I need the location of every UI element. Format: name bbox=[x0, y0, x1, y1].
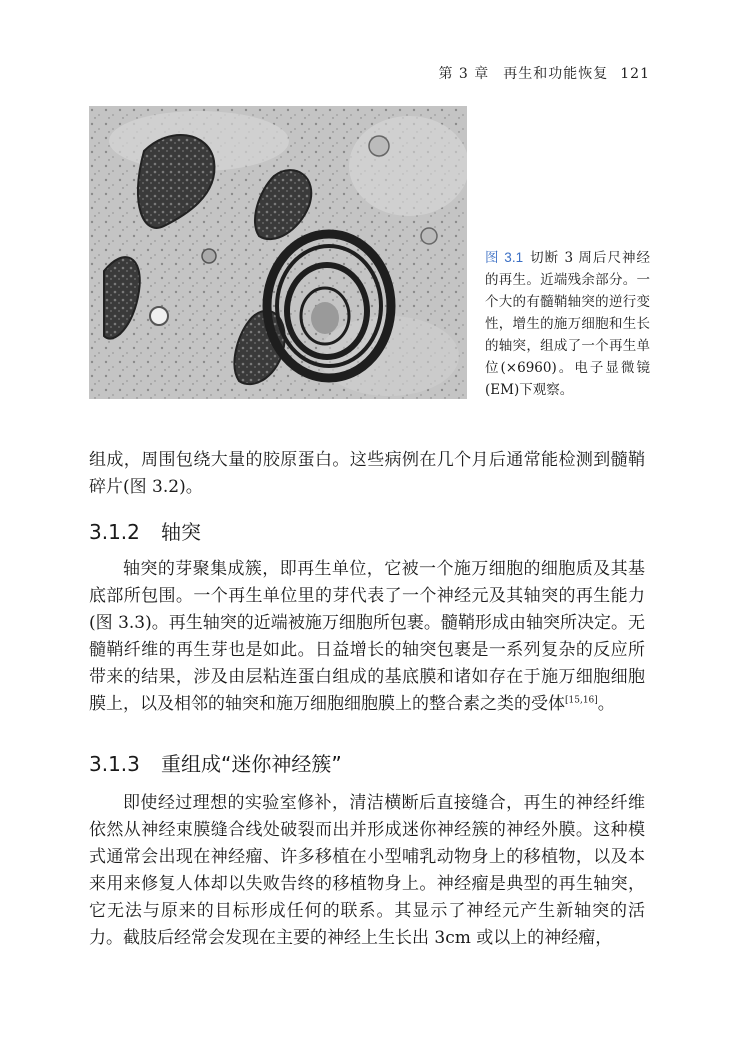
micrograph-image bbox=[89, 106, 467, 399]
section-title: 重组成“迷你神经簇” bbox=[161, 752, 342, 776]
paragraph-axon-end: 。 bbox=[597, 694, 615, 714]
section-heading-3-1-2 bbox=[89, 516, 201, 545]
section-number: 3.1.2 bbox=[89, 520, 140, 544]
header-chapter: 第 3 章 bbox=[438, 66, 490, 82]
running-header bbox=[438, 63, 650, 83]
page-number: 121 bbox=[620, 66, 650, 82]
header-title: 再生和功能恢复 bbox=[503, 66, 609, 82]
paragraph-axon-text: 轴突的芽聚集成簇，即再生单位，它被一个施万细胞的细胞质及其基底部所包围。一个再生单位里的芽代表了一个神经元及其轴突的再生能力(图 3.3)。再生轴突的近端被施万细胞所包裹。髓鞘形成由轴突所决定。无髓鞘纤维的再生芽也是如此。日益增长的轴突包裹是一系列复杂的反应所带来的结果，涉及由层粘连蛋白组成的基底膜和诸如存在于施万细胞细胞膜上，以及相邻的轴突和施万细胞细胞膜上的整合素之类的受体 bbox=[89, 559, 645, 714]
figure-caption bbox=[485, 247, 650, 401]
paragraph-mini-fascicles: 即使经过理想的实验室修补，清洁横断后直接缝合，再生的神经纤维依然从神经束膜缝合线处破裂而出并形成迷你神经簇的神经外膜。这种模式通常会出现在神经瘤、许多移植在小型哺乳动物身上的移植物，以及本来用来修复人体却以失败告终的移植物身上。神经瘤是典型的再生轴突，它无法与原来的目标形成任何的联系。其显示了神经元产生新轴突的活力。截肢后经常会发现在主要的神经上生长出 3cm 或以上的神经瘤， bbox=[89, 793, 645, 948]
paragraph-continuation: 组成，周围包绕大量的胶原蛋白。这些病例在几个月后通常能检测到髓鞘碎片(图 3.2)。 bbox=[89, 450, 645, 497]
figure-label: 图 3.1 bbox=[485, 250, 524, 265]
section-heading-3-1-3 bbox=[89, 748, 342, 777]
figure-caption-text: 切断 3 周后尺神经的再生。近端残余部分。一个大的有髓鞘轴突的逆行变性，增生的施万细胞和生长的轴突，组成了一个再生单位(×6960)。电子显微镜(EM)下观察。 bbox=[485, 250, 650, 398]
section-title: 轴突 bbox=[161, 520, 201, 544]
citation: [15,16] bbox=[565, 695, 598, 706]
paragraph-axon bbox=[89, 556, 645, 718]
section-number: 3.1.3 bbox=[89, 752, 140, 776]
micrograph-figure bbox=[89, 106, 467, 399]
